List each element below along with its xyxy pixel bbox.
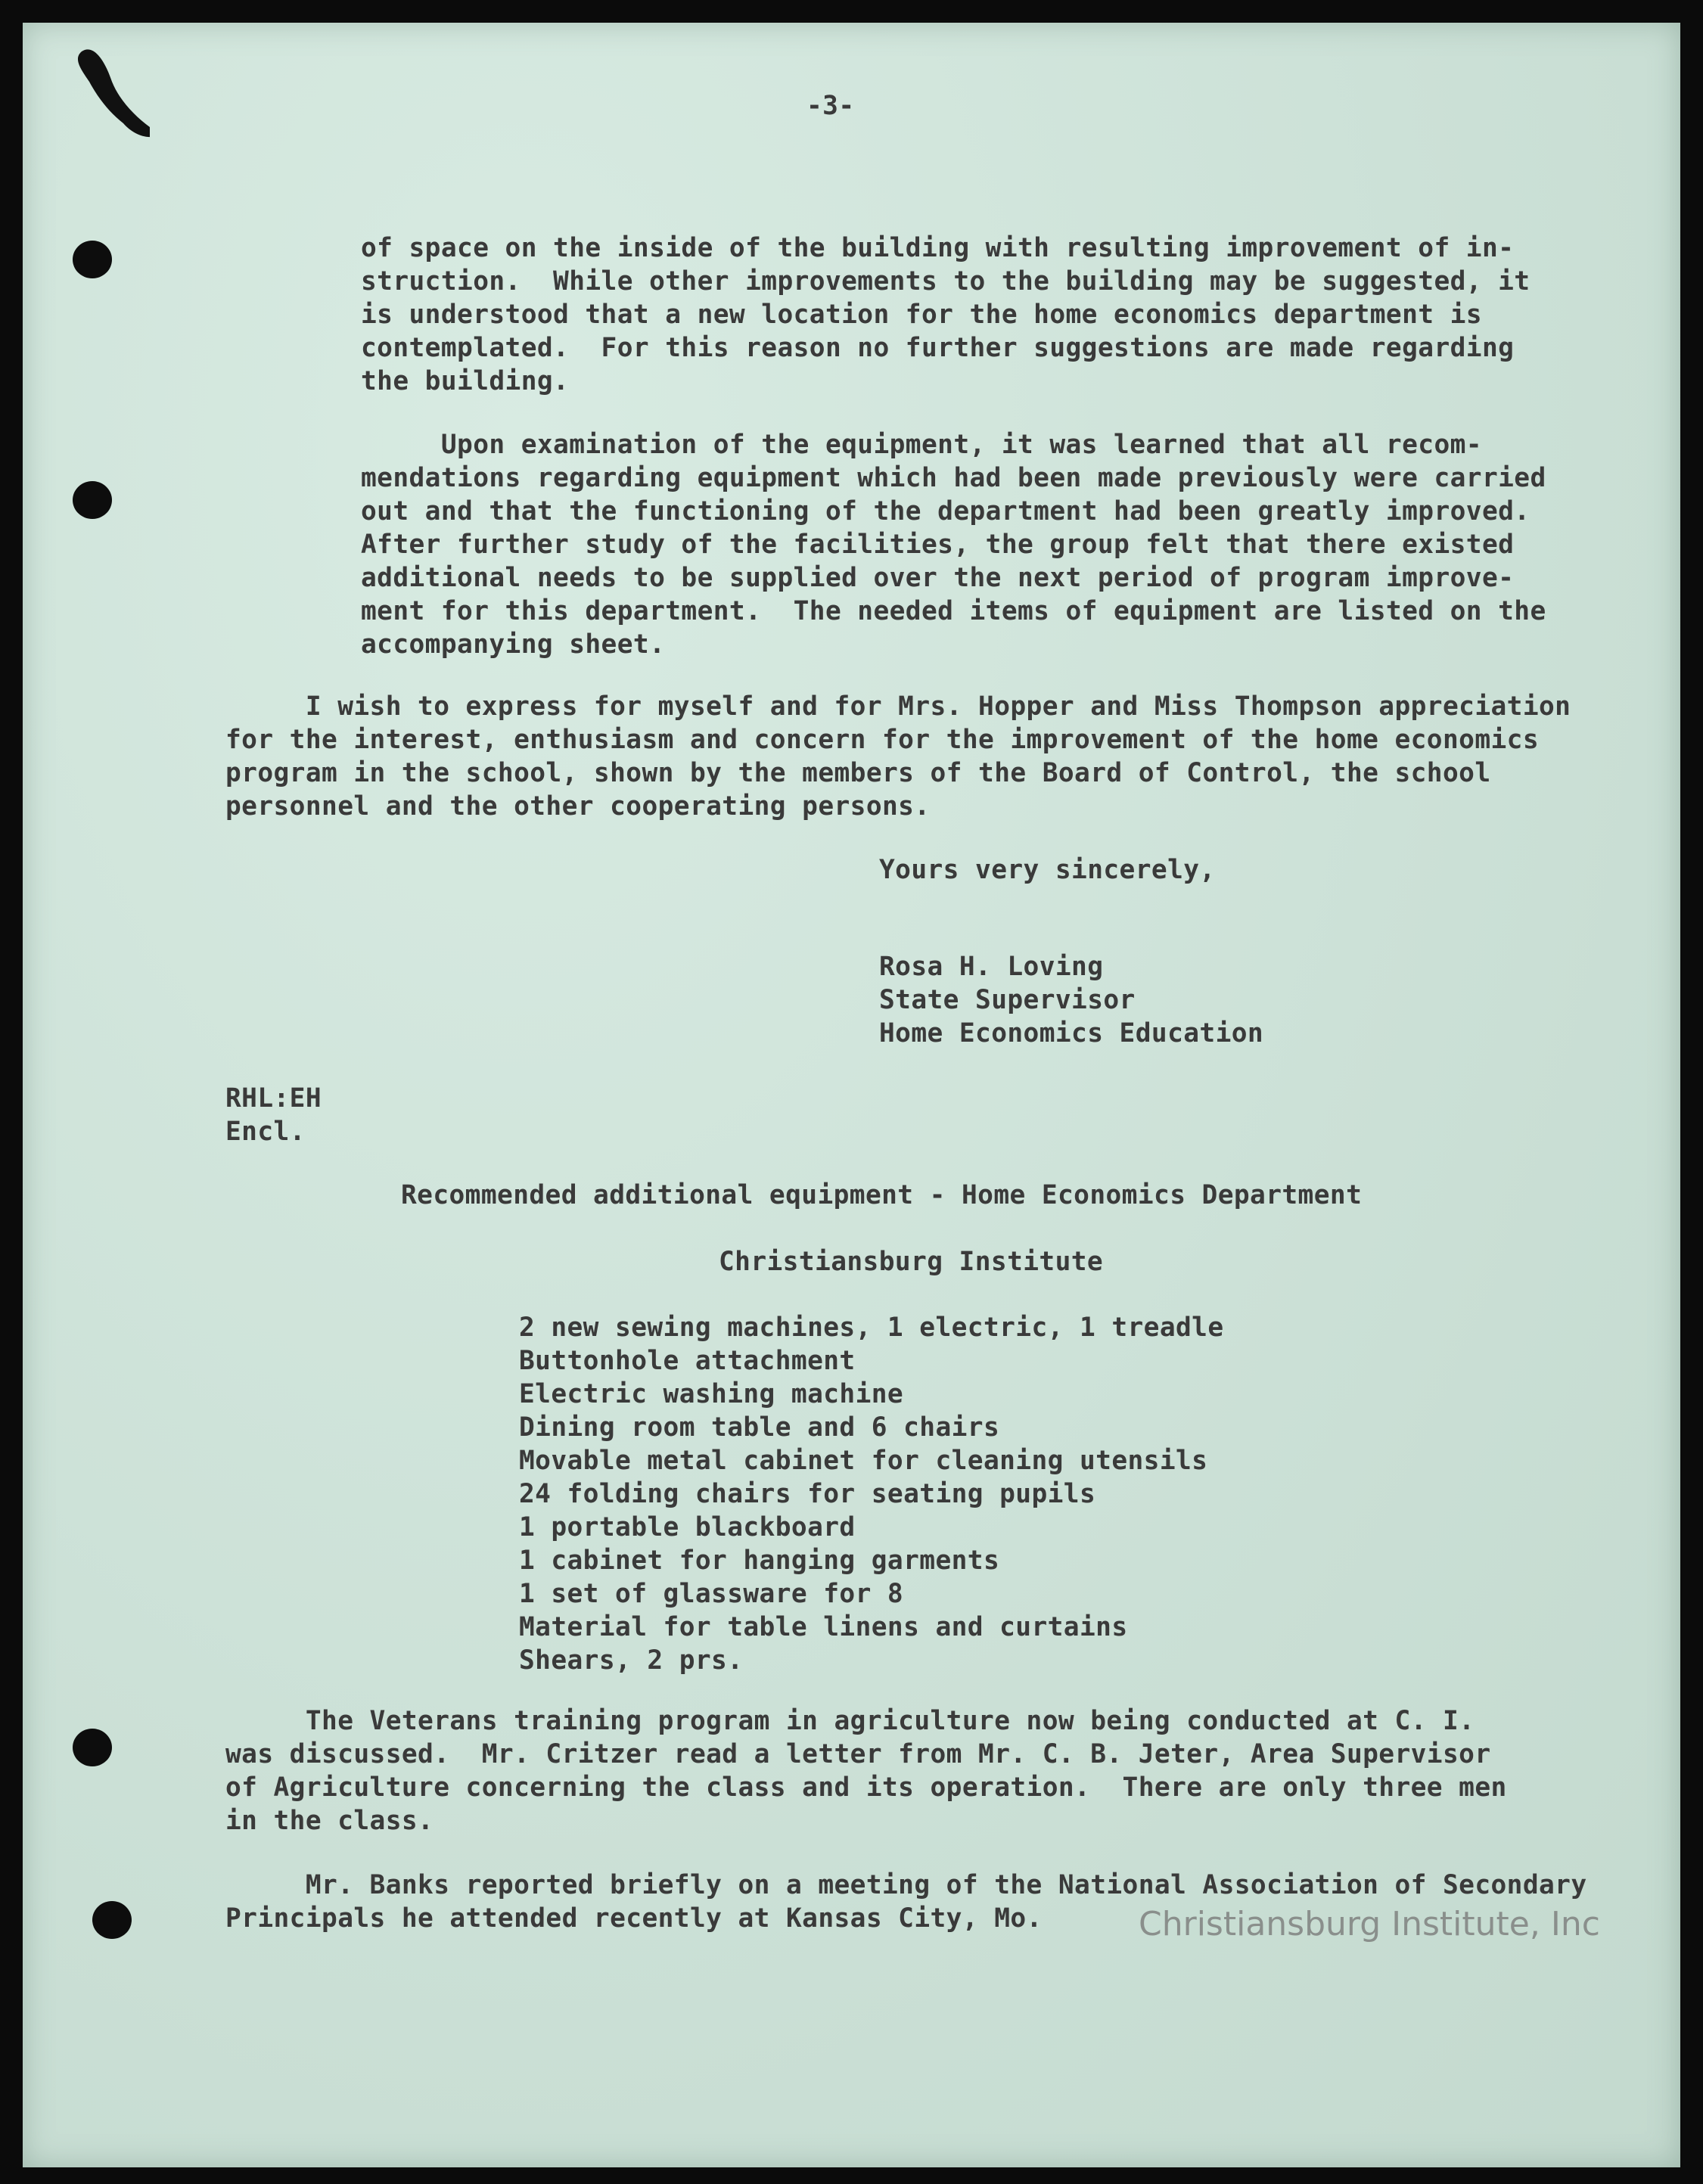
text-line: ment for this department. The needed items of equipment are listed on the [361, 596, 1546, 626]
text-line: mendations regarding equipment which had been made previously were carried [361, 463, 1546, 493]
list-item: 1 set of glassware for 8 [519, 1579, 904, 1609]
list-item: Material for table linens and curtains [519, 1612, 1128, 1642]
text-line: additional needs to be supplied over the next period of program improve- [361, 563, 1515, 593]
enclosure: Encl. [225, 1117, 306, 1147]
text-line: personnel and the other cooperating persons. [225, 791, 931, 822]
text-line: struction. While other improvements to the building may be suggested, it [361, 266, 1531, 297]
list-item: 2 new sewing machines, 1 electric, 1 treadle [519, 1313, 1224, 1343]
page-number: -3- [806, 91, 855, 121]
closing: Yours very sincerely, [879, 855, 1216, 885]
text-line: of space on the inside of the building with resulting improvement of in- [361, 233, 1515, 263]
text-line: Principals he attended recently at Kansas City, Mo. [225, 1903, 1043, 1934]
text-line: was discussed. Mr. Critzer read a letter from Mr. C. B. Jeter, Area Supervisor [225, 1739, 1491, 1769]
text-line: After further study of the facilities, the group felt that there existed [361, 530, 1515, 560]
text-line: Upon examination of the equipment, it was learned that all recom- [361, 430, 1482, 460]
text-line: of Agriculture concerning the class and its operation. There are only three men [225, 1772, 1507, 1803]
ink-smudge [59, 29, 150, 150]
list-item: Shears, 2 prs. [519, 1645, 744, 1676]
list-item: 1 cabinet for hanging garments [519, 1546, 1000, 1576]
punch-hole [73, 481, 112, 519]
text-line: contemplated. For this reason no further suggestions are made regarding [361, 333, 1515, 363]
signer-name: Rosa H. Loving [879, 952, 1104, 982]
paragraph-2 [361, 428, 1546, 661]
list-item: 1 portable blackboard [519, 1512, 856, 1542]
text-line: Mr. Banks reported briefly on a meeting of the National Association of Secondary [225, 1870, 1587, 1900]
text-line: I wish to express for myself and for Mrs. Hopper and Miss Thompson appreciation [225, 691, 1571, 722]
punch-hole [73, 1729, 112, 1766]
equipment-subtitle: Christiansburg Institute [719, 1247, 1104, 1277]
text-line: in the class. [225, 1806, 434, 1836]
initials: RHL:EH [225, 1083, 322, 1114]
text-line: out and that the functioning of the department had been greatly improved. [361, 496, 1531, 527]
text-line: accompanying sheet. [361, 629, 666, 660]
signer-department: Home Economics Education [879, 1018, 1264, 1049]
equipment-title: Recommended additional equipment - Home Economics Department [401, 1180, 1363, 1210]
text-line: the building. [361, 366, 570, 396]
list-item: 24 folding chairs for seating pupils [519, 1479, 1096, 1509]
paragraph-4 [225, 1704, 1507, 1838]
watermark: Christiansburg Institute, Inc [1139, 1905, 1600, 1943]
punch-hole [73, 241, 112, 278]
equipment-list [519, 1311, 1224, 1677]
list-item: Electric washing machine [519, 1379, 904, 1409]
text-line: program in the school, shown by the members of the Board of Control, the school [225, 758, 1491, 788]
text-line: for the interest, enthusiasm and concern for the improvement of the home economics [225, 725, 1540, 755]
paragraph-1 [361, 231, 1530, 398]
list-item: Buttonhole attachment [519, 1346, 856, 1376]
list-item: Dining room table and 6 chairs [519, 1412, 1000, 1443]
reference-initials [225, 1082, 322, 1148]
paragraph-3 [225, 690, 1571, 823]
list-item: Movable metal cabinet for cleaning utensils [519, 1446, 1208, 1476]
punch-hole [92, 1901, 132, 1939]
signature-block [879, 950, 1263, 1050]
text-line: The Veterans training program in agriculture now being conducted at C. I. [225, 1706, 1475, 1736]
text-line: is understood that a new location for the home economics department is [361, 300, 1482, 330]
signer-title: State Supervisor [879, 985, 1136, 1015]
